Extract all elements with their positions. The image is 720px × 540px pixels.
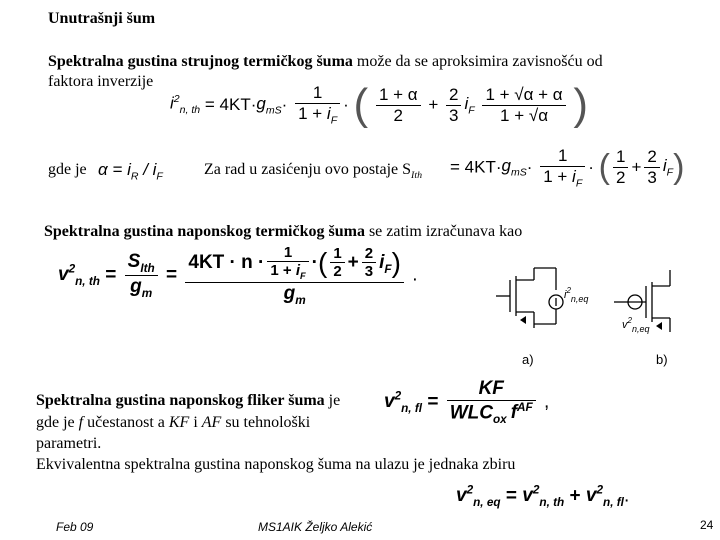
equation-saturation: = $4KT\cdot g_{mS}\cdot$ $\frac{1}{1 + i_F}$ · ( $\frac{1}{2}$ + $\frac{2}{3}$ $i_F$) (450, 146, 685, 189)
term-thermal-current: Spektralna gustina strujnog termičkog šuma (48, 53, 353, 70)
text-gde-je: gde je (48, 161, 87, 178)
equation-flicker-noise: $v^2_{n, fl}$ = $\frac{KF}{WLC_{ox} f^{AF}}$ , (384, 378, 550, 426)
equation-alpha: $\alpha = i_R / i_F$ (98, 160, 163, 183)
label-current-noise: $i^2_{n,eq}$ (564, 286, 589, 304)
equation-voltage-thermal-noise: $v^2_{n, th}$ = $\frac{S_{Ith}}{g_m}$ = 4KT · n · $\frac{1}{1 + i_F}$ ·( $\frac{1}{2}$ + $\frac{2}{3}$ $i_F$) $g_m$ . (58, 244, 418, 307)
label-circuit-b: b) (656, 352, 668, 367)
footer-course: MS1AIK Željko Alekić (258, 520, 373, 534)
paragraph-thermal-voltage: Spektralna gustina naponskog termičkog šuma se zatim izračunava kao (44, 223, 523, 240)
text-f-definition: gde je f učestanost a KF i AF su tehnološki (36, 414, 311, 431)
text-saturation: Za rad u zasićenju ovo postaje $S_{Ith}$ (204, 161, 423, 182)
footer-page-number: 24 (700, 518, 714, 532)
paragraph-flicker: Spektralna gustina naponskog fliker šuma je (36, 392, 341, 409)
slide-heading: Unutrašnji šum (48, 10, 156, 27)
term-thermal-voltage: Spektralna gustina naponskog termičkog šuma (44, 223, 365, 240)
label-circuit-a: a) (522, 352, 534, 367)
text-equivalent: Ekvivalentna spektralna gustina naponskog šuma na ulazu je jednaka zbiru (36, 456, 516, 473)
equation-equivalent-noise: $v^2_{n, eq} = v^2_{n, th} + v^2_{n, fl}$. (456, 484, 630, 510)
noise-model-circuits (496, 262, 716, 372)
label-voltage-noise: $v^2_{n,eq}$ (622, 316, 650, 334)
equation-current-thermal-noise: $i^2_{n, th} = 4KT\cdot g_{mS}\cdot$ $\frac{1}{1 + i_F}$ · ( $\frac{1 + \alpha}{2}$ + $\frac{2}{3}$ $i_F$ $\frac{1 + √\alpha + \alpha}{1 + √\alpha}$ ) (170, 80, 589, 129)
paragraph-thermal-current-line2: faktora inverzije (48, 73, 154, 90)
footer-date: Feb 09 (56, 520, 94, 534)
paragraph-thermal-current: Spektralna gustina strujnog termičkog šuma može da se aproksimira zavisnošću od (48, 53, 603, 70)
term-flicker: Spektralna gustina naponskog fliker šuma (36, 392, 325, 409)
text-parameters: parametri. (36, 435, 102, 452)
